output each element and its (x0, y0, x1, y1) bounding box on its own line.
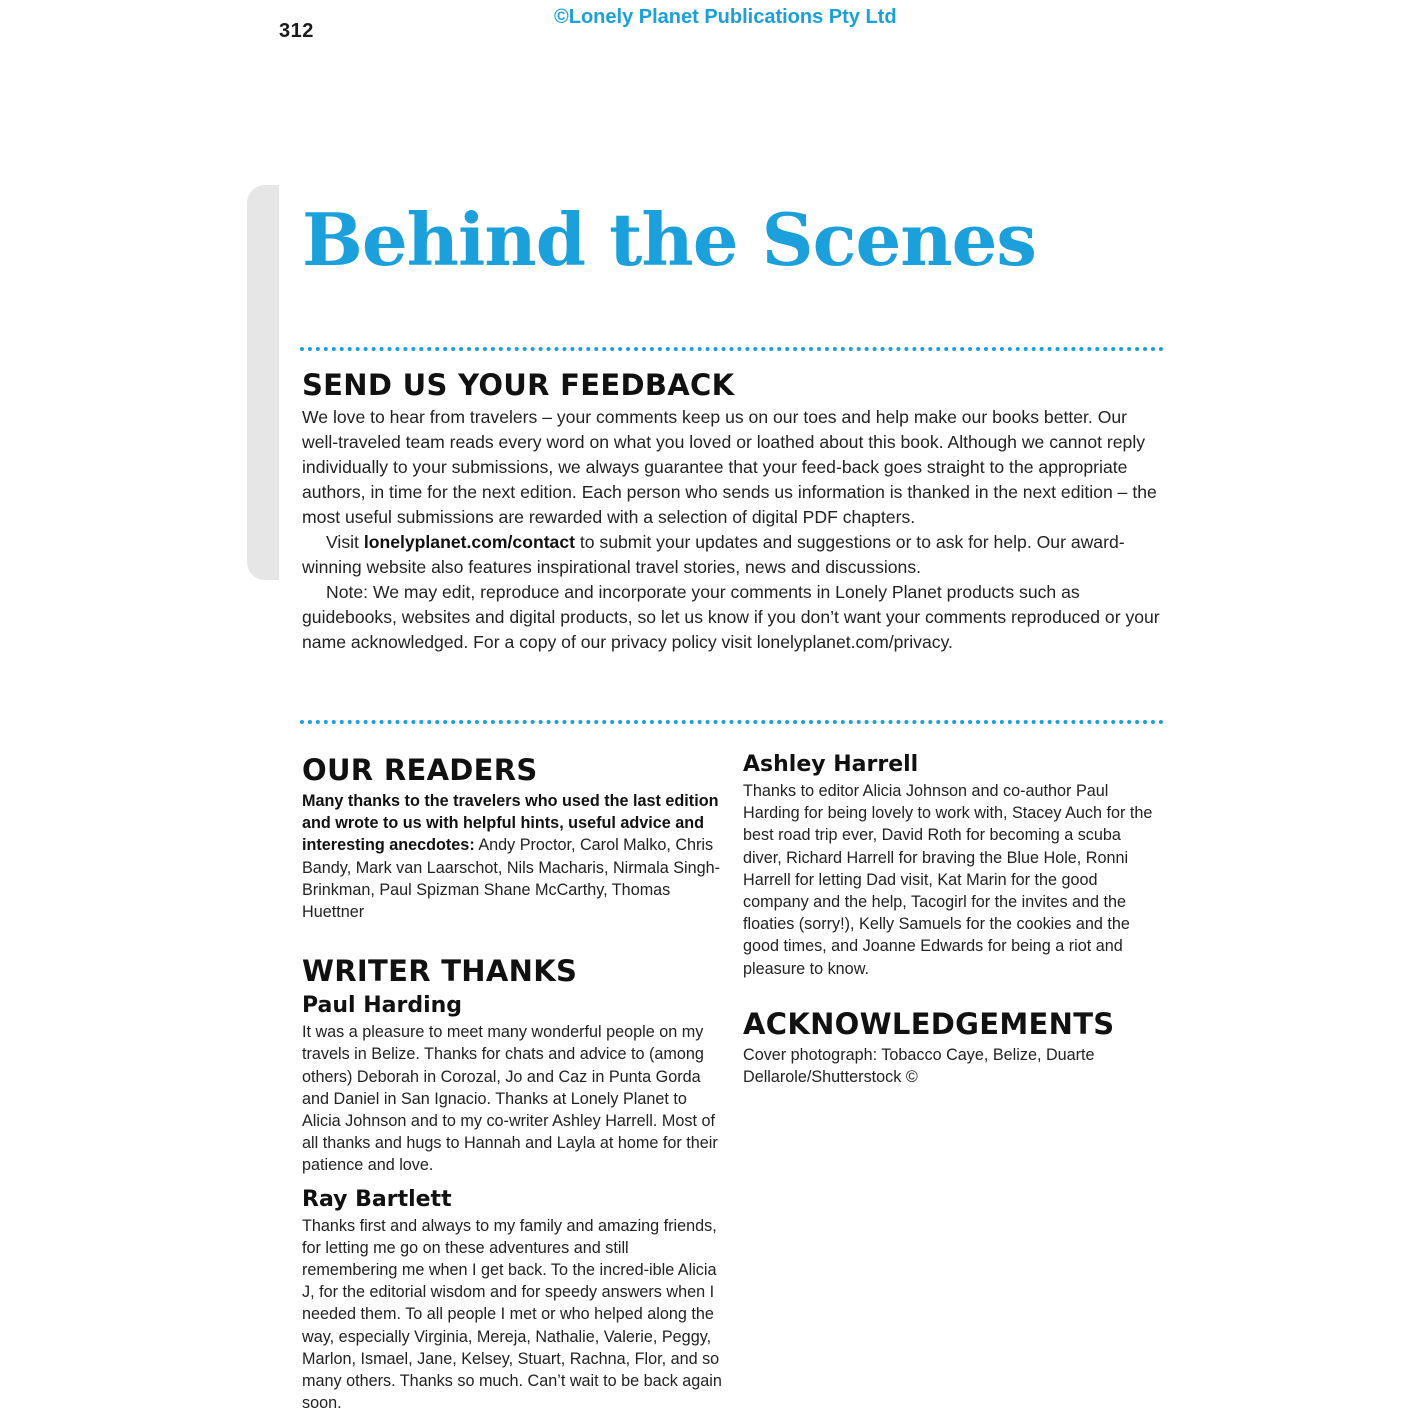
feedback-visit-suffix: to submit your updates and suggestions or to ask for help. Our award-winning website also features inspirational travel stories, news and discussions. (302, 532, 1125, 577)
writer-text-ray-bartlett: Thanks first and always to my family and amazing friends, for letting me go on these adventures and still remembering me when I get back. To the incred-ible Alicia J, for the editorial wisdom and for speedy answers when I needed them. To all people I met or who helped along the way, especially Virginia, Mereja, Nathalie, Valerie, Peggy, Marlon, Ismael, Jane, Kelsey, Stuart, Rachna, Flor, and so many others. Thanks so much. Can’t wait to be back again soon. (302, 1216, 722, 1413)
writer-name-ashley-harrell: Ashley Harrell (743, 752, 919, 777)
feedback-section (302, 365, 1162, 655)
dotted-divider-top (300, 347, 1164, 351)
chapter-side-tab (247, 185, 279, 580)
readers-names: Andy Proctor, Carol Malko, Chris Bandy, Mark van Laarschot, Nils Macharis, Nirmala Singh-Brinkman, Paul Spizman Shane McCarthy, Thomas Huettner (302, 836, 721, 922)
page-number: 312 (279, 20, 314, 42)
feedback-heading: SEND US YOUR FEEDBACK (302, 368, 735, 402)
readers-paragraph (302, 790, 722, 923)
writer-name-paul-harding: Paul Harding (302, 993, 463, 1019)
feedback-visit-prefix: Visit (326, 532, 364, 552)
feedback-paragraph-3: Note: We may edit, reproduce and incorporate your comments in Lonely Planet products such as guidebooks, websites and digital products, so let us know if you don’t want your comments reproduced or your name acknowledged. For a copy of our privacy policy visit lonelyplanet.com/privacy. (302, 582, 1160, 652)
copyright-notice: ©Lonely Planet Publications Pty Ltd (554, 6, 897, 28)
acknowledgements-text: Cover photograph: Tobacco Caye, Belize, Duarte Dellarole/Shutterstock © (743, 1045, 1095, 1087)
feedback-paragraph-2 (302, 530, 1162, 580)
page-title: Behind the Scenes (302, 197, 1036, 282)
writer-name-ray-bartlett: Ray Bartlett (302, 1186, 452, 1212)
writer-text-paul-harding: It was a pleasure to meet many wonderful people on my travels in Belize. Thanks for chats and advice to (among others) Deborah in Corozal, Jo and Caz in Punta Gorda and Daniel in San Ignacio. Thanks at Lonely Planet to Alicia Johnson and to my co-writer Ashley Harrell. Most of all thanks and hugs to Hannah and Layla at home for their patience and love. (302, 1023, 718, 1175)
dotted-divider-middle (300, 720, 1164, 724)
contact-link[interactable]: lonelyplanet.com/contact (363, 532, 575, 552)
left-column (302, 750, 722, 1414)
readers-lead: Many thanks to the travelers who used the last edition and wrote to us with helpful hints, useful advice and interesting anecdotes: (302, 792, 719, 855)
acknowledgements-heading: ACKNOWLEDGEMENTS (743, 1006, 1115, 1041)
readers-heading: OUR READERS (302, 753, 538, 787)
writer-thanks-heading: WRITER THANKS (302, 954, 578, 989)
feedback-paragraph-1: We love to hear from travelers – your comments keep us on our toes and help make our books better. Our well-traveled team reads every word on what you loved or loathed about this book. Although we cannot reply individually to your submissions, we always guarantee that your feed-back goes straight to the appropriate authors, in time for the next edition. Each person who sends us information is thanked in the next edition – the most useful submissions are rewarded with a selection of digital PDF chapters. (302, 407, 1157, 527)
right-column (743, 750, 1163, 1088)
writer-text-ashley-harrell: Thanks to editor Alicia Johnson and co-author Paul Harding for being lovely to work with, Stacey Auch for the best road trip ever, David Roth for becoming a scuba diver, Richard Harrell for braving the Blue Hole, Ronni Harrell for letting Dad visit, Kat Marin for the good company and the help, Tacogirl for the invites and the floaties (sorry!), Kelly Samuels for the cookies and the good times, and Joanne Edwards for being a riot and pleasure to know. (743, 782, 1153, 978)
